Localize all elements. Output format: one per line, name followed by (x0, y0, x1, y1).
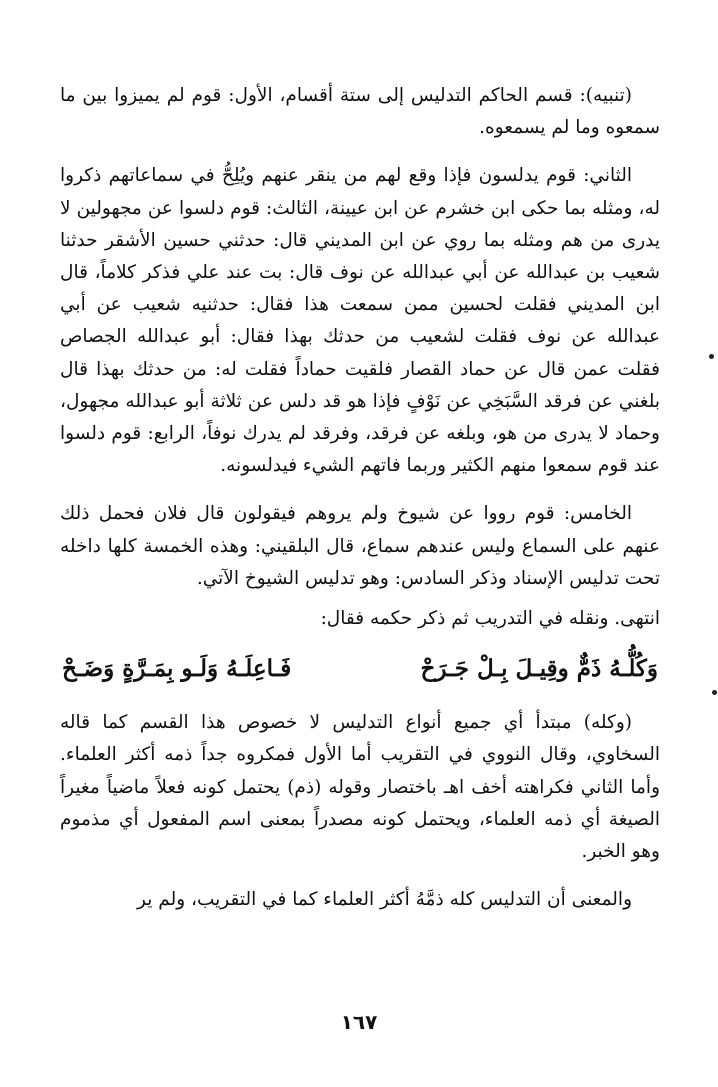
paragraph-tanbih: (تنبيه): قسم الحاكم التدليس إلى ستة أقسام، الأول: قوم لم يميزوا بين ما سمعوه وما لم يسمعوه. (60, 85, 660, 139)
main-text (60, 80, 660, 916)
paragraph-second-third-fourth: الثاني: قوم يدلسون فإذا وقع لهم من ينقر عنهم ويُلِحُّ في سماعاتهم ذكروا له، ومثله بما حكى ابن خشرم عن ابن عيينة، الثالث: قوم دلسوا عن مجهولين لا يدرى من هم ومثله بما روي عن ابن المديني قال: حدثني حسين الأشقر حدثنا شعيب بن عبدالله عن أبي عبدالله عن نوف قال: بت عند علي فذكر كلاماً، قال ابن المديني فقلت لحسين ممن سمعت هذا فقال: حدثنيه شعيب عن أبي عبدالله عن نوف فقلت لشعيب من حدثك بهذا فقال: أبو عبدالله الجصاص فقلت عمن قال عن حماد القصار فلقيت حماداً فقلت له: من حدثك بهذا قال بلغني عن فرقد السَّبَخِي عن نَوْفٍ فإذا هو قد دلس عن ثلاثة أبو عبدالله مجهول، وحماد لا يدرى من هو، وبلغه عن فرقد، وفرقد لم يدرك نوفاً، الرابع: قوم دلسوا عند قوم سمعوا منهم الكثير وربما فاتهم الشيء فيدلسونه. (60, 165, 660, 477)
paragraph-commentary: (وكله) مبتدأ أي جميع أنواع التدليس لا خصوص هذا القسم كما قاله السخاوي، وقال النووي في التقريب أما الأول فمكروه جداً ذمه أكثر العلماء. وأما الثاني فكراهته أخف اهـ باختصار وقوله (ذم) يحتمل كونه فعلاً ماضياً مغيراً الصيغة أي ذمه العلماء، ويحتمل كونه مصدراً بمعنى اسم المفعول أي مذموم وهو الخبر. (60, 712, 660, 863)
page-number: ١٦٧ (340, 1010, 378, 1034)
paragraph-meaning: والمعنى أن التدليس كله ذمَّهُ أكثر العلماء كما في التقريب، ولم ير (137, 889, 632, 911)
margin-dot (709, 354, 714, 359)
paragraph-conclusion: انتهى. ونقله في التدريب ثم ذكر حكمه فقال: (320, 608, 660, 630)
margin-dot (712, 690, 717, 695)
paragraph-fifth: الخامس: قوم رووا عن شيوخ ولم يروهم فيقولون قال فلان فحمل ذلك عنهم على السماع وليس عندهم سماع، قال البلقيني: وهذه الخمسة كلها داخله تحت تدليس الإسناد وذكر السادس: وهو تدليس الشيوخ الآتي. (60, 503, 660, 589)
verse-second-hemistich: فَـاعِلَـهُ وَلَـو بِمَـرَّةٍ وَضَـحْ (62, 655, 292, 683)
poem-verse (60, 649, 660, 689)
verse-first-hemistich: وَكُلُّـهُ ذَمٌّ وقِيـلَ بِـلْ جَـرَحْ (420, 655, 658, 683)
